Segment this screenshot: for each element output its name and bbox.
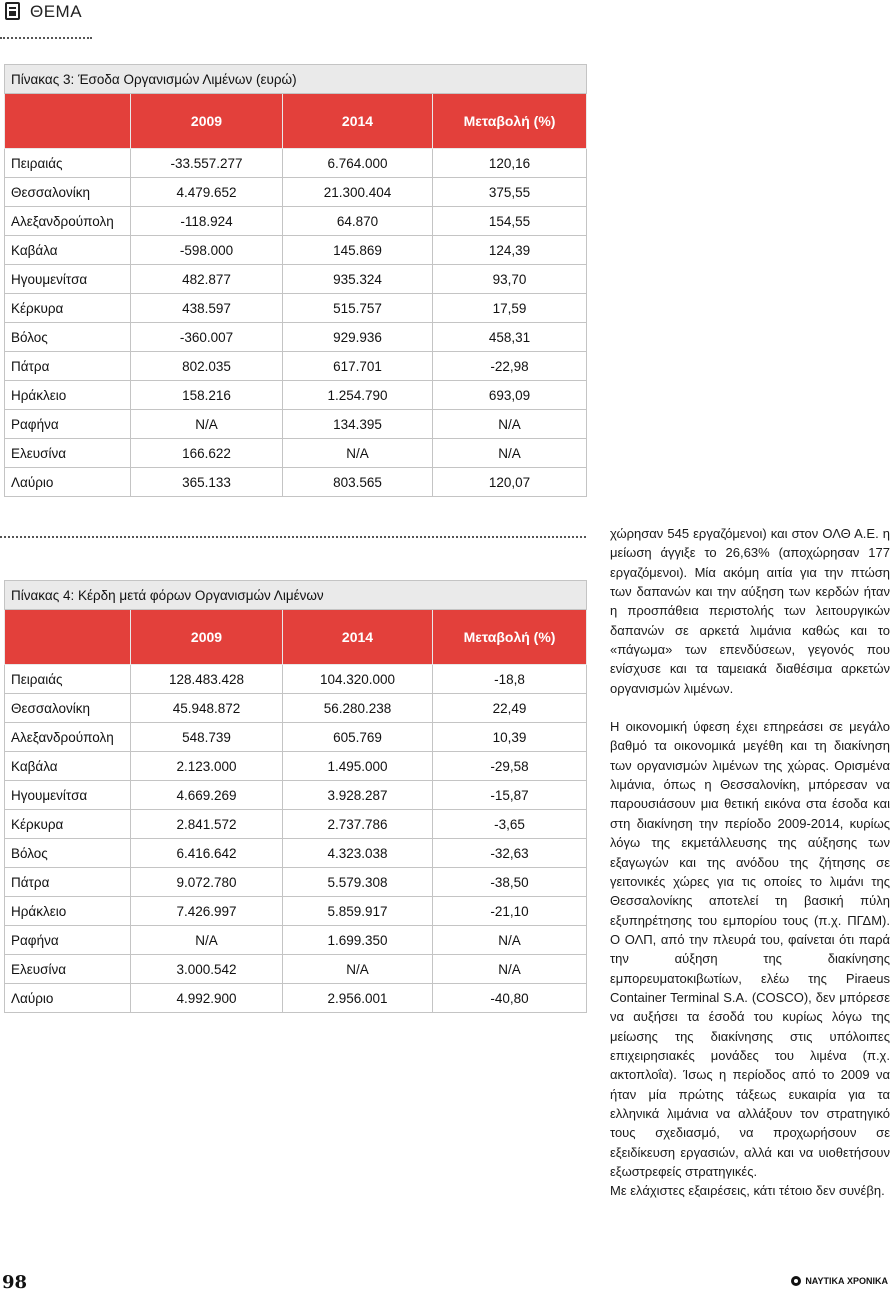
value-2014-cell: 6.764.000 — [283, 149, 433, 178]
table-row — [5, 468, 587, 497]
value-2009-cell: 158.216 — [131, 381, 283, 410]
table-row — [5, 178, 587, 207]
change-percent-cell: -3,65 — [433, 810, 587, 839]
change-percent-cell: 124,39 — [433, 236, 587, 265]
port-name-cell: Πάτρα — [5, 868, 131, 897]
port-name-cell: Λαύριο — [5, 984, 131, 1013]
value-2009-cell: N/A — [131, 410, 283, 439]
port-name-cell: Ελευσίνα — [5, 439, 131, 468]
port-name-cell: Αλεξανδρούπολη — [5, 207, 131, 236]
brand-logo-icon — [791, 1276, 801, 1286]
value-2009-cell: -33.557.277 — [131, 149, 283, 178]
value-2014-cell: 21.300.404 — [283, 178, 433, 207]
value-2014-cell: 1.254.790 — [283, 381, 433, 410]
value-2009-cell: 482.877 — [131, 265, 283, 294]
table-row — [5, 207, 587, 236]
article-paragraph: Η οικονομική ύφεση έχει επηρεάσει σε μεγάλο βαθμό τα οικονομικά μεγέθη και τη διακίνηση των οργανισμών λιμένων της χώρας. Ορισμένα λιμάνια, όπως η Θεσσαλονίκη, μπόρεσαν να παρουσιάσουν μια θετική εικόνα στα έσοδα και στη διακίνηση την περίοδο 2009-2014, κυρίως λόγω της εκμετάλλευσης της αύξησης των εξαγωγών και της ανόδου της ζήτησης σε γειτονικές χώρες για τις οποίες το λιμάνι της Θεσσαλονίκης αποτελεί τη βασική πύλη εξυπηρέτησης του εμπορίου τους (π.χ. ΠΓΔΜ). Ο ΟΛΠ, από την πλευρά του, φαίνεται ότι παρά την αύξηση της διακίνησης εμπορευματοκιβωτίων, ελέω της Piraeus Container Terminal S.A. (COSCO), δεν μπόρεσε να αυξήσει τα έσοδά του κυρίως λόγω της μείωσης της διακίνησης στις υπόλοιπες επιχειρησιακές μονάδες του λιμένα (π.χ. ακτοπλοΐα). Ίσως η περίοδος από το 2009 να ήταν μία πρώτης τάξεως ευκαιρία για τα ελληνικά λιμάνια να αλλάξουν τον στρατηγικό τους σχεδιασμό, να προχωρήσουν σε εξειδίκευση εργασιών, αλλά και να υιοθετήσουν εξωστρεφείς στρατηγικές. — [610, 719, 890, 1179]
change-percent-cell: -15,87 — [433, 781, 587, 810]
port-name-cell: Βόλος — [5, 839, 131, 868]
column-header-change: Μεταβολή (%) — [433, 610, 587, 665]
table-row — [5, 752, 587, 781]
revenue-table — [4, 64, 587, 497]
change-percent-cell: 93,70 — [433, 265, 587, 294]
value-2014-cell: 5.859.917 — [283, 897, 433, 926]
article-paragraph: Με ελάχιστες εξαιρέσεις, κάτι τέτοιο δεν συνέβη. — [610, 1183, 885, 1199]
table-row — [5, 236, 587, 265]
change-percent-cell: 120,16 — [433, 149, 587, 178]
table-row — [5, 323, 587, 352]
value-2014-cell: 3.928.287 — [283, 781, 433, 810]
change-percent-cell: N/A — [433, 955, 587, 984]
value-2009-cell: 438.597 — [131, 294, 283, 323]
port-name-cell: Καβάλα — [5, 752, 131, 781]
column-header-2014: 2014 — [283, 610, 433, 665]
change-percent-cell: -29,58 — [433, 752, 587, 781]
value-2009-cell: 3.000.542 — [131, 955, 283, 984]
table-row — [5, 352, 587, 381]
change-percent-cell: N/A — [433, 410, 587, 439]
port-name-cell: Ηγουμενίτσα — [5, 781, 131, 810]
port-name-cell: Λαύριο — [5, 468, 131, 497]
change-percent-cell: 693,09 — [433, 381, 587, 410]
port-name-cell: Καβάλα — [5, 236, 131, 265]
profit-table — [4, 580, 587, 1013]
port-name-cell: Ραφήνα — [5, 410, 131, 439]
value-2014-cell: 4.323.038 — [283, 839, 433, 868]
table-row — [5, 723, 587, 752]
port-name-cell: Κέρκυρα — [5, 810, 131, 839]
table-row — [5, 955, 587, 984]
value-2009-cell: 2.123.000 — [131, 752, 283, 781]
table-caption: Πίνακας 4: Κέρδη μετά φόρων Οργανισμών Λιμένων — [5, 581, 587, 610]
value-2009-cell: 2.841.572 — [131, 810, 283, 839]
value-2014-cell: 56.280.238 — [283, 694, 433, 723]
value-2014-cell: 617.701 — [283, 352, 433, 381]
change-percent-cell: -22,98 — [433, 352, 587, 381]
value-2014-cell: 1.699.350 — [283, 926, 433, 955]
port-name-cell: Κέρκυρα — [5, 294, 131, 323]
table-row — [5, 665, 587, 694]
change-percent-cell: 458,31 — [433, 323, 587, 352]
change-percent-cell: -18,8 — [433, 665, 587, 694]
value-2009-cell: 365.133 — [131, 468, 283, 497]
port-name-cell: Πειραιάς — [5, 665, 131, 694]
value-2014-cell: 803.565 — [283, 468, 433, 497]
port-name-cell: Θεσσαλονίκη — [5, 694, 131, 723]
value-2009-cell: -118.924 — [131, 207, 283, 236]
value-2009-cell: -360.007 — [131, 323, 283, 352]
header-blank-cell — [5, 94, 131, 149]
column-header-2009: 2009 — [131, 94, 283, 149]
port-name-cell: Βόλος — [5, 323, 131, 352]
change-percent-cell: -21,10 — [433, 897, 587, 926]
header-blank-cell — [5, 610, 131, 665]
page-number: 98 — [2, 1272, 28, 1293]
value-2014-cell: 64.870 — [283, 207, 433, 236]
value-2014-cell: 5.579.308 — [283, 868, 433, 897]
value-2014-cell: 2.956.001 — [283, 984, 433, 1013]
table-row — [5, 265, 587, 294]
value-2009-cell: 4.669.269 — [131, 781, 283, 810]
value-2009-cell: N/A — [131, 926, 283, 955]
table-row — [5, 381, 587, 410]
change-percent-cell: 22,49 — [433, 694, 587, 723]
table-row — [5, 294, 587, 323]
port-name-cell: Ηγουμενίτσα — [5, 265, 131, 294]
table-row — [5, 839, 587, 868]
value-2014-cell: 935.324 — [283, 265, 433, 294]
column-header-2009: 2009 — [131, 610, 283, 665]
column-header-change: Μεταβολή (%) — [433, 94, 587, 149]
value-2014-cell: 104.320.000 — [283, 665, 433, 694]
column-header-2014: 2014 — [283, 94, 433, 149]
table-row — [5, 439, 587, 468]
table-row — [5, 926, 587, 955]
value-2009-cell: 4.992.900 — [131, 984, 283, 1013]
value-2009-cell: 802.035 — [131, 352, 283, 381]
value-2014-cell: 929.936 — [283, 323, 433, 352]
change-percent-cell: -40,80 — [433, 984, 587, 1013]
header-divider — [0, 37, 92, 39]
value-2014-cell: 134.395 — [283, 410, 433, 439]
value-2009-cell: 6.416.642 — [131, 839, 283, 868]
change-percent-cell: -32,63 — [433, 839, 587, 868]
publication-brand — [791, 1276, 888, 1286]
section-title: ΘΕΜΑ — [30, 2, 83, 21]
change-percent-cell: 120,07 — [433, 468, 587, 497]
port-name-cell: Αλεξανδρούπολη — [5, 723, 131, 752]
value-2009-cell: 45.948.872 — [131, 694, 283, 723]
value-2014-cell: N/A — [283, 439, 433, 468]
newspaper-icon — [5, 2, 20, 20]
value-2014-cell: 515.757 — [283, 294, 433, 323]
port-name-cell: Ελευσίνα — [5, 955, 131, 984]
table-caption: Πίνακας 3: Έσοδα Οργανισμών Λιμένων (ευρώ) — [5, 65, 587, 94]
value-2014-cell: 605.769 — [283, 723, 433, 752]
port-name-cell: Πειραιάς — [5, 149, 131, 178]
change-percent-cell: 10,39 — [433, 723, 587, 752]
port-name-cell: Ηράκλειο — [5, 381, 131, 410]
value-2014-cell: 1.495.000 — [283, 752, 433, 781]
brand-name: ΝΑΥΤΙΚΑ ΧΡΟΝΙΚΑ — [805, 1276, 888, 1286]
value-2009-cell: 128.483.428 — [131, 665, 283, 694]
table-row — [5, 694, 587, 723]
change-percent-cell: 375,55 — [433, 178, 587, 207]
value-2009-cell: 4.479.652 — [131, 178, 283, 207]
table-row — [5, 149, 587, 178]
port-name-cell: Θεσσαλονίκη — [5, 178, 131, 207]
port-name-cell: Ραφήνα — [5, 926, 131, 955]
value-2009-cell: 548.739 — [131, 723, 283, 752]
article-paragraph: χώρησαν 545 εργαζόμενοι) και στον ΟΛΘ Α.Ε. η μείωση άγγιξε το 26,63% (αποχώρησαν 177 εργαζόμενοι). Μία ακόμη αιτία για την πτώση των δαπανών και την αύξηση των κερδών ήταν η προσπάθεια περιστολής των λειτουργικών δαπανών σε αρκετά λιμάνια καθώς και το «πάγωμα» των επενδύσεων, γεγονός που ενίσχυσε και τα ταμειακά διαθέσιμα αρκετών οργανισμών λιμένων. — [610, 526, 890, 696]
change-percent-cell: N/A — [433, 926, 587, 955]
port-name-cell: Πάτρα — [5, 352, 131, 381]
value-2014-cell: 145.869 — [283, 236, 433, 265]
table-row — [5, 781, 587, 810]
change-percent-cell: 17,59 — [433, 294, 587, 323]
section-divider — [0, 536, 586, 538]
article-column — [610, 524, 890, 1201]
table-row — [5, 410, 587, 439]
value-2009-cell: 166.622 — [131, 439, 283, 468]
value-2009-cell: 7.426.997 — [131, 897, 283, 926]
value-2014-cell: N/A — [283, 955, 433, 984]
port-name-cell: Ηράκλειο — [5, 897, 131, 926]
table-row — [5, 868, 587, 897]
value-2014-cell: 2.737.786 — [283, 810, 433, 839]
value-2009-cell: -598.000 — [131, 236, 283, 265]
table-row — [5, 897, 587, 926]
table-row — [5, 984, 587, 1013]
value-2009-cell: 9.072.780 — [131, 868, 283, 897]
change-percent-cell: N/A — [433, 439, 587, 468]
table-row — [5, 810, 587, 839]
change-percent-cell: 154,55 — [433, 207, 587, 236]
change-percent-cell: -38,50 — [433, 868, 587, 897]
